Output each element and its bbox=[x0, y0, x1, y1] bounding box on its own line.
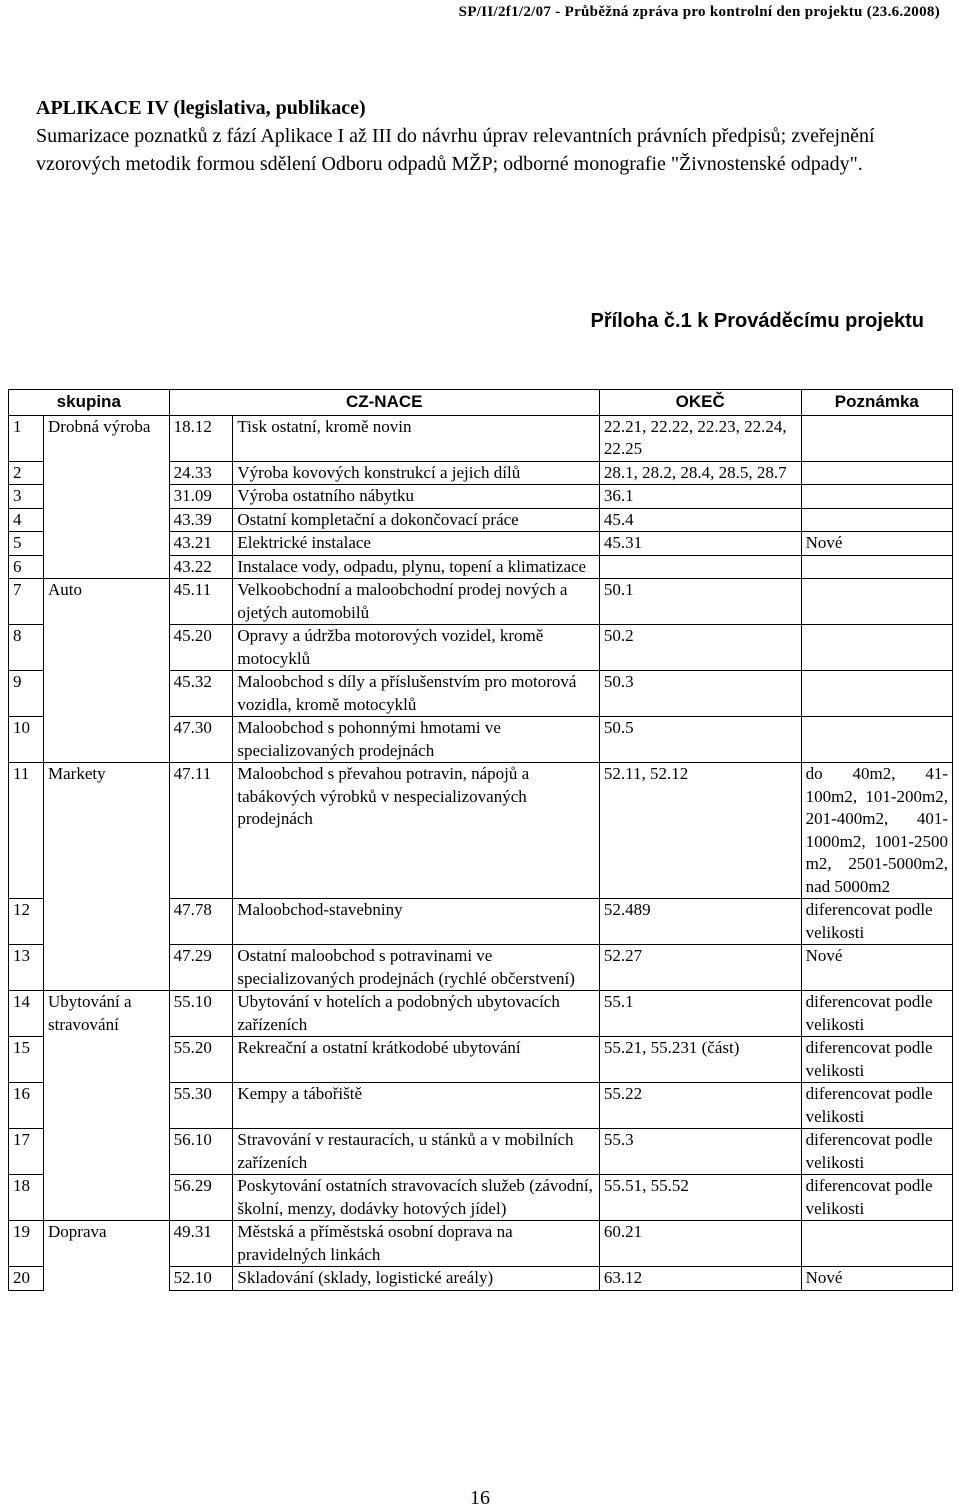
cell-num: 15 bbox=[9, 1037, 44, 1083]
cell-okec: 60.21 bbox=[599, 1221, 801, 1267]
cell-okec: 28.1, 28.2, 28.4, 28.5, 28.7 bbox=[599, 461, 801, 485]
cell-group: Markety bbox=[44, 763, 170, 991]
cell-okec: 52.11, 52.12 bbox=[599, 763, 801, 899]
page-number: 16 bbox=[470, 1487, 490, 1509]
cell-code: 55.20 bbox=[169, 1037, 233, 1083]
cell-code: 18.12 bbox=[169, 415, 233, 461]
cell-num: 16 bbox=[9, 1083, 44, 1129]
cell-code: 43.21 bbox=[169, 532, 233, 556]
cell-note: Nové bbox=[801, 532, 952, 556]
cell-num: 13 bbox=[9, 945, 44, 991]
cell-name: Skladování (sklady, logistické areály) bbox=[233, 1267, 599, 1291]
cell-code: 45.32 bbox=[169, 671, 233, 717]
table-row bbox=[9, 991, 953, 1037]
cell-num: 11 bbox=[9, 763, 44, 899]
cell-okec: 50.3 bbox=[599, 671, 801, 717]
cell-note bbox=[801, 625, 952, 671]
annex-title: Příloha č.1 k Prováděcímu projektu bbox=[590, 310, 924, 332]
cell-num: 9 bbox=[9, 671, 44, 717]
cell-okec: 45.4 bbox=[599, 508, 801, 532]
cell-okec: 55.3 bbox=[599, 1129, 801, 1175]
intro-text: Sumarizace poznatků z fází Aplikace I až III do návrhu úprav relevantních právních předpisů; zveřejnění vzorových metodik formou sdělení Odboru odpadů MŽP; odborné monografie "Živnostenské odpady". bbox=[36, 125, 875, 175]
table-header-row bbox=[9, 390, 953, 416]
cell-num: 17 bbox=[9, 1129, 44, 1175]
cell-name: Ostatní maloobchod s potravinami ve specializovaných prodejnách (rychlé občerstvení) bbox=[233, 945, 599, 991]
cell-name: Ostatní kompletační a dokončovací práce bbox=[233, 508, 599, 532]
cell-code: 49.31 bbox=[169, 1221, 233, 1267]
cell-name: Výroba kovových konstrukcí a jejich dílů bbox=[233, 461, 599, 485]
cell-name: Maloobchod s pohonnými hmotami ve specializovaných prodejnách bbox=[233, 717, 599, 763]
table-row bbox=[9, 1221, 953, 1267]
cell-note bbox=[801, 717, 952, 763]
cell-note: diferencovat podle velikosti bbox=[801, 899, 952, 945]
cell-okec: 50.1 bbox=[599, 579, 801, 625]
cell-name: Rekreační a ostatní krátkodobé ubytování bbox=[233, 1037, 599, 1083]
cell-code: 47.30 bbox=[169, 717, 233, 763]
cell-note bbox=[801, 579, 952, 625]
cell-num: 20 bbox=[9, 1267, 44, 1291]
cell-note: diferencovat podle velikosti bbox=[801, 1129, 952, 1175]
header-group: skupina bbox=[9, 390, 170, 416]
cell-code: 31.09 bbox=[169, 485, 233, 509]
cell-okec: 55.21, 55.231 (část) bbox=[599, 1037, 801, 1083]
table-row bbox=[9, 763, 953, 899]
cell-okec: 50.5 bbox=[599, 717, 801, 763]
cell-note bbox=[801, 671, 952, 717]
cell-okec: 45.31 bbox=[599, 532, 801, 556]
cell-code: 55.30 bbox=[169, 1083, 233, 1129]
cell-num: 14 bbox=[9, 991, 44, 1037]
cell-code: 45.11 bbox=[169, 579, 233, 625]
cell-okec: 22.21, 22.22, 22.23, 22.24, 22.25 bbox=[599, 415, 801, 461]
cell-note bbox=[801, 461, 952, 485]
cell-name: Ubytování v hotelích a podobných ubytovacích zařízeních bbox=[233, 991, 599, 1037]
cell-code: 56.10 bbox=[169, 1129, 233, 1175]
cell-code: 24.33 bbox=[169, 461, 233, 485]
cell-code: 47.78 bbox=[169, 899, 233, 945]
cell-name: Velkoobchodní a maloobchodní prodej nových a ojetých automobilů bbox=[233, 579, 599, 625]
cell-okec: 63.12 bbox=[599, 1267, 801, 1291]
cell-num: 6 bbox=[9, 555, 44, 579]
cell-okec: 52.489 bbox=[599, 899, 801, 945]
cell-code: 45.20 bbox=[169, 625, 233, 671]
intro-section bbox=[36, 94, 936, 178]
cell-okec: 55.51, 55.52 bbox=[599, 1175, 801, 1221]
cell-num: 4 bbox=[9, 508, 44, 532]
cell-note bbox=[801, 485, 952, 509]
cell-okec: 52.27 bbox=[599, 945, 801, 991]
cell-note: diferencovat podle velikosti bbox=[801, 1083, 952, 1129]
cell-name: Stravování v restauracích, u stánků a v mobilních zařízeních bbox=[233, 1129, 599, 1175]
cell-num: 8 bbox=[9, 625, 44, 671]
cell-num: 2 bbox=[9, 461, 44, 485]
cell-note: Nové bbox=[801, 945, 952, 991]
cell-note: diferencovat podle velikosti bbox=[801, 1175, 952, 1221]
cell-num: 19 bbox=[9, 1221, 44, 1267]
cell-note bbox=[801, 555, 952, 579]
cell-group: Drobná výroba bbox=[44, 415, 170, 579]
cell-name: Maloobchod-stavebniny bbox=[233, 899, 599, 945]
cell-num: 10 bbox=[9, 717, 44, 763]
cell-name: Opravy a údržba motorových vozidel, kromě motocyklů bbox=[233, 625, 599, 671]
cell-num: 5 bbox=[9, 532, 44, 556]
cell-group: Doprava bbox=[44, 1221, 170, 1291]
cell-num: 18 bbox=[9, 1175, 44, 1221]
cell-num: 7 bbox=[9, 579, 44, 625]
cell-name: Maloobchod s převahou potravin, nápojů a tabákových výrobků v nespecializovaných prodejnách bbox=[233, 763, 599, 899]
cell-note: diferencovat podle velikosti bbox=[801, 1037, 952, 1083]
cell-okec: 55.22 bbox=[599, 1083, 801, 1129]
running-header: SP/II/2f1/2/07 - Průběžná zpráva pro kontrolní den projektu (23.6.2008) bbox=[458, 4, 940, 20]
cell-num: 12 bbox=[9, 899, 44, 945]
cell-okec: 55.1 bbox=[599, 991, 801, 1037]
cell-okec: 36.1 bbox=[599, 485, 801, 509]
cell-name: Kempy a tábořiště bbox=[233, 1083, 599, 1129]
cell-code: 55.10 bbox=[169, 991, 233, 1037]
table-row bbox=[9, 579, 953, 625]
intro-title: APLIKACE IV (legislativa, publikace) bbox=[36, 97, 366, 119]
header-cznace: CZ-NACE bbox=[169, 390, 599, 416]
cell-name: Výroba ostatního nábytku bbox=[233, 485, 599, 509]
cell-group: Auto bbox=[44, 579, 170, 763]
cell-code: 43.22 bbox=[169, 555, 233, 579]
cell-group: Ubytování a stravování bbox=[44, 991, 170, 1221]
cell-num: 1 bbox=[9, 415, 44, 461]
cell-name: Instalace vody, odpadu, plynu, topení a klimatizace bbox=[233, 555, 599, 579]
cell-name: Tisk ostatní, kromě novin bbox=[233, 415, 599, 461]
cell-code: 43.39 bbox=[169, 508, 233, 532]
cell-note: Nové bbox=[801, 1267, 952, 1291]
table-row bbox=[9, 415, 953, 461]
header-okec: OKEČ bbox=[599, 390, 801, 416]
cell-name: Městská a příměstská osobní doprava na pravidelných linkách bbox=[233, 1221, 599, 1267]
cell-code: 52.10 bbox=[169, 1267, 233, 1291]
cell-code: 56.29 bbox=[169, 1175, 233, 1221]
cell-note bbox=[801, 1221, 952, 1267]
header-note: Poznámka bbox=[801, 390, 952, 416]
cell-name: Elektrické instalace bbox=[233, 532, 599, 556]
cell-note bbox=[801, 415, 952, 461]
nace-table bbox=[8, 389, 953, 1291]
cell-okec: 50.2 bbox=[599, 625, 801, 671]
cell-code: 47.11 bbox=[169, 763, 233, 899]
cell-note: diferencovat podle velikosti bbox=[801, 991, 952, 1037]
cell-note bbox=[801, 508, 952, 532]
cell-note: do 40m2, 41-100m2, 101-200m2, 201-400m2, 401-1000m2, 1001-2500 m2, 2501-5000m2, nad 5000m2 bbox=[801, 763, 952, 899]
cell-name: Maloobchod s díly a příslušenstvím pro motorová vozidla, kromě motocyklů bbox=[233, 671, 599, 717]
cell-num: 3 bbox=[9, 485, 44, 509]
cell-name: Poskytování ostatních stravovacích služeb (závodní, školní, menzy, dodávky hotových jídel) bbox=[233, 1175, 599, 1221]
cell-okec bbox=[599, 555, 801, 579]
cell-code: 47.29 bbox=[169, 945, 233, 991]
